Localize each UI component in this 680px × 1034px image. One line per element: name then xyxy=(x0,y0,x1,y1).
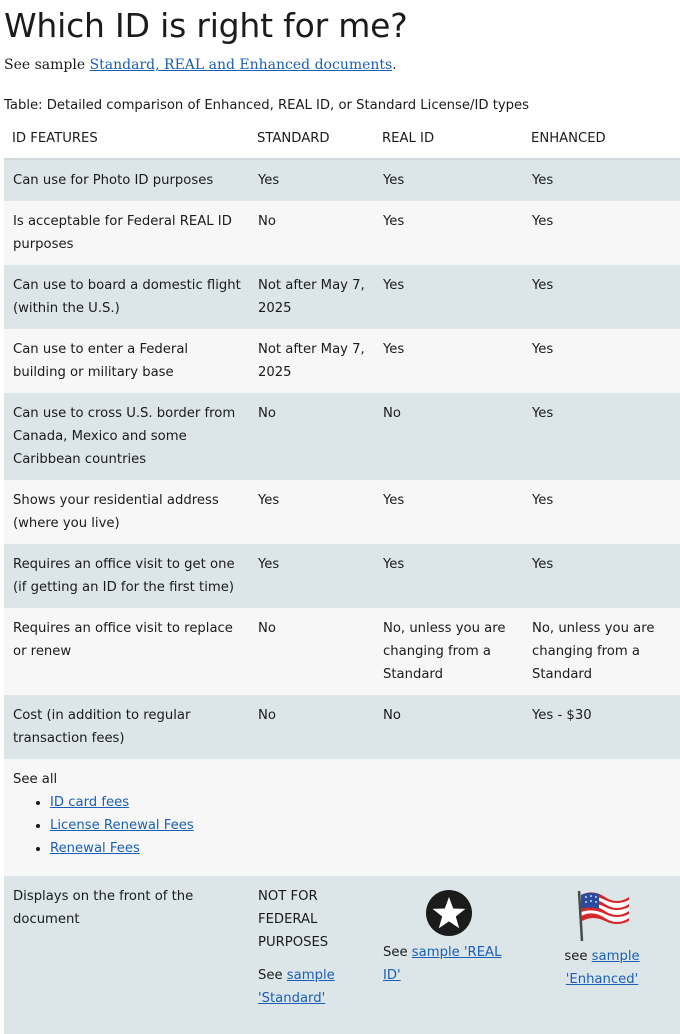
feature-cell: Can use to cross U.S. border from Canada, Mexico and some Caribbean countries xyxy=(4,393,249,480)
standard-front-text: NOT FOR FEDERAL PURPOSES xyxy=(258,889,329,950)
table-row xyxy=(4,159,680,201)
feature-cell: Requires an office visit to replace or renew xyxy=(4,608,249,695)
list-item xyxy=(50,814,672,837)
real-id-cell: Yes xyxy=(374,265,523,329)
standard-cell xyxy=(249,876,374,1034)
feature-cell: Can use for Photo ID purposes xyxy=(4,159,249,201)
enhanced-cell: No, unless you are changing from a Standard xyxy=(523,608,680,695)
license-renewal-fees-link[interactable]: License Renewal Fees xyxy=(50,818,194,833)
standard-cell: No xyxy=(249,695,374,759)
standard-cell: Yes xyxy=(249,480,374,544)
sample-real-id-link[interactable]: sample 'REAL ID' xyxy=(383,945,502,983)
standard-cell: Not after May 7, 2025 xyxy=(249,329,374,393)
sample-enhanced-link[interactable]: sample 'Enhanced' xyxy=(565,949,640,987)
standard-cell: No xyxy=(249,201,374,265)
table-row xyxy=(4,201,680,265)
enhanced-cell xyxy=(523,876,680,1034)
table-row xyxy=(4,329,680,393)
real-id-sample xyxy=(383,941,515,987)
real-id-cell xyxy=(374,876,523,1034)
table-row xyxy=(4,608,680,695)
table-header-row xyxy=(4,118,680,159)
table-row xyxy=(4,480,680,544)
real-id-cell: Yes xyxy=(374,201,523,265)
real-id-cell: No xyxy=(374,695,523,759)
feature-cell: Can use to board a domestic flight (within the U.S.) xyxy=(4,265,249,329)
feature-cell: Cost (in addition to regular transaction fees) xyxy=(4,695,249,759)
intro-prefix: See sample xyxy=(4,57,90,73)
enhanced-cell: Yes xyxy=(523,544,680,608)
see-label: see xyxy=(564,949,592,964)
enhanced-cell: Yes xyxy=(523,159,680,201)
us-flag-icon xyxy=(532,885,672,945)
enhanced-cell: Yes xyxy=(523,265,680,329)
feature-cell: Displays on the front of the document xyxy=(4,876,249,1034)
real-id-cell: Yes xyxy=(374,544,523,608)
enhanced-cell: Yes xyxy=(523,480,680,544)
intro-text xyxy=(4,55,397,75)
table-row xyxy=(4,265,680,329)
header-real-id: REAL ID xyxy=(374,118,523,159)
comparison-table xyxy=(4,118,680,1034)
display-row xyxy=(4,876,680,1034)
real-id-cell: No xyxy=(374,393,523,480)
enhanced-cell: Yes - $30 xyxy=(523,695,680,759)
header-id-features: ID FEATURES xyxy=(4,118,249,159)
sample-standard-link[interactable]: sample 'Standard' xyxy=(258,968,335,1006)
table-row xyxy=(4,544,680,608)
header-standard: STANDARD xyxy=(249,118,374,159)
feature-cell: Shows your residential address (where you live) xyxy=(4,480,249,544)
page-title: Which ID is right for me? xyxy=(4,6,408,45)
enhanced-sample xyxy=(532,945,672,991)
list-item xyxy=(50,837,672,860)
table-row xyxy=(4,393,680,480)
fees-list xyxy=(13,791,672,860)
intro-suffix: . xyxy=(392,57,397,73)
list-item xyxy=(50,791,672,814)
feature-cell: Can use to enter a Federal building or military base xyxy=(4,329,249,393)
see-label: See xyxy=(383,945,412,960)
star-icon xyxy=(383,885,515,941)
enhanced-cell: Yes xyxy=(523,329,680,393)
table-caption: Table: Detailed comparison of Enhanced, REAL ID, or Standard License/ID types xyxy=(4,98,530,113)
id-card-fees-link[interactable]: ID card fees xyxy=(50,795,130,810)
standard-cell: Yes xyxy=(249,544,374,608)
enhanced-cell: Yes xyxy=(523,201,680,265)
header-enhanced: ENHANCED xyxy=(523,118,680,159)
fees-row xyxy=(4,759,680,876)
real-id-cell: Yes xyxy=(374,480,523,544)
feature-cell: Is acceptable for Federal REAL ID purposes xyxy=(4,201,249,265)
standard-cell: Not after May 7, 2025 xyxy=(249,265,374,329)
enhanced-cell: Yes xyxy=(523,393,680,480)
standard-sample xyxy=(258,964,366,1010)
real-id-cell: Yes xyxy=(374,159,523,201)
see-label: See xyxy=(258,968,287,983)
feature-cell: Requires an office visit to get one (if getting an ID for the first time) xyxy=(4,544,249,608)
sample-documents-link[interactable]: Standard, REAL and Enhanced documents xyxy=(89,57,393,73)
see-all-label: See all xyxy=(13,772,58,787)
standard-cell: No xyxy=(249,608,374,695)
standard-cell: No xyxy=(249,393,374,480)
table-row xyxy=(4,695,680,759)
fees-cell xyxy=(4,759,680,876)
standard-cell: Yes xyxy=(249,159,374,201)
real-id-cell: No, unless you are changing from a Standard xyxy=(374,608,523,695)
renewal-fees-link[interactable]: Renewal Fees xyxy=(50,841,140,856)
real-id-cell: Yes xyxy=(374,329,523,393)
